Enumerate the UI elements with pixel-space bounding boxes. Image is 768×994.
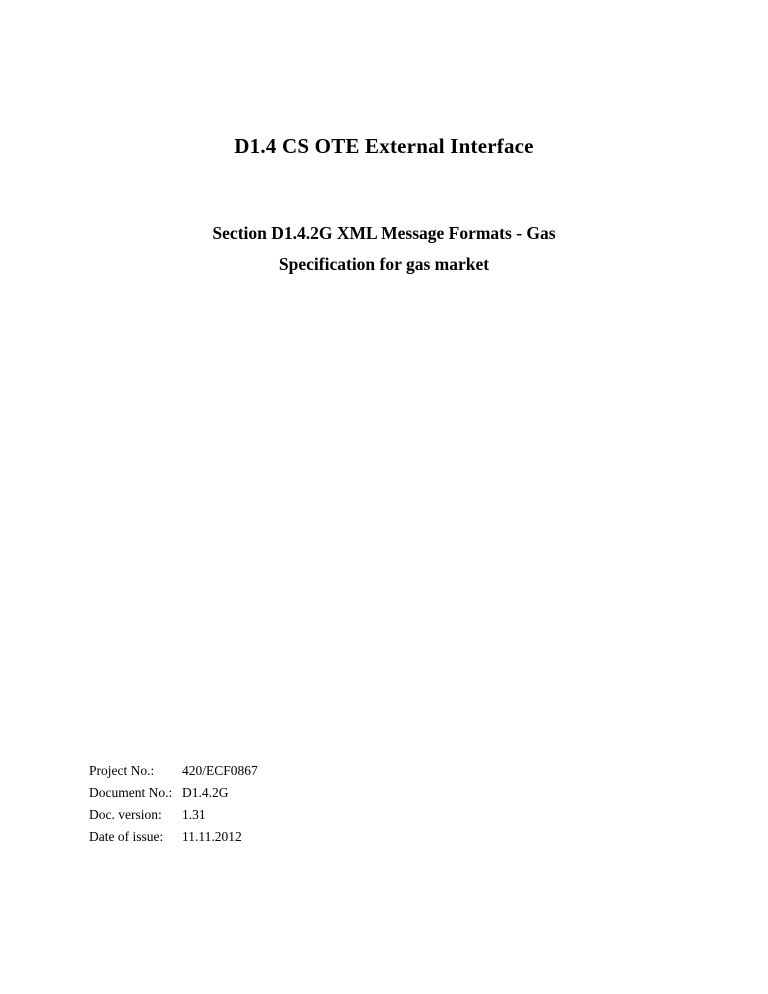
metadata-value: 420/ECF0867 [182,763,258,778]
page-subtitle [128,218,640,280]
page-subtitle-line-1: Section D1.4.2G XML Message Formats - Gas [212,223,556,243]
metadata-row-doc-version [89,804,258,826]
metadata-row-document-no [89,782,258,804]
metadata-value: 1.31 [182,807,206,822]
metadata-row-date-of-issue [89,826,258,848]
metadata-label: Project No.: [89,763,155,778]
metadata-value: D1.4.2G [182,785,229,800]
metadata-label: Doc. version: [89,807,162,822]
page-subtitle-line-2: Specification for gas market [278,254,490,274]
metadata-row-project-no [89,760,258,782]
metadata-label: Date of issue: [89,829,164,844]
page-title: D1.4 CS OTE External Interface [234,134,534,158]
metadata-label: Document No.: [89,785,173,800]
document-metadata [89,760,258,848]
metadata-value: 11.11.2012 [182,829,242,844]
